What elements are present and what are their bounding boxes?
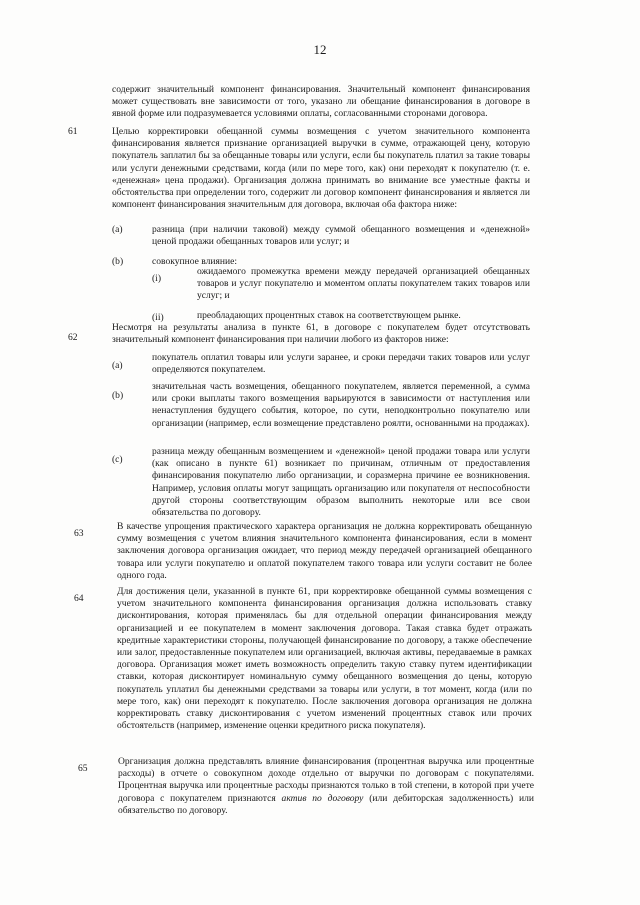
item-61-a: разница (при наличии таковой) между суммой обещанного возмещения и «денежной» ценой продажи обещанных товаров или услуг; и: [152, 224, 530, 248]
item-61-i: ожидаемого промежутка времени между передачей организацией обещанных товаров и услуг покупателю и моментом оплаты покупателем таких товаров или услуг; и: [197, 266, 530, 302]
item-62-a-marker: (a): [112, 360, 123, 371]
paragraph-61: Целью корректировки обещанной суммы возмещения с учетом значительного компонента финансирования является признание организацией выручки в сумме, отражающей цену, которую покупатель заплатил бы за обещанные товары или услуги, если бы покупатель платил за такие товары или услуги денежными средствами, когда (или по мере того, как) они переходят к покупателю (т. е. «денежная» цена продажи). Организация должна принимать во внимание все уместные факты и обстоятельства при определении того, содержит ли договор компонент финансирования и является ли компонент финансирования значительным для договора, включая оба фактора ниже:: [112, 126, 530, 211]
item-61-i-marker: (i): [152, 273, 162, 284]
paragraph-number-61: 61: [68, 126, 78, 137]
paragraph-64: Для достижения цели, указанной в пункте 61, при корректировке обещанной суммы возмещения с учетом значительного компонента финансирования организация должна использовать ставку дисконтирования, которая применялась бы для отдельной операции финансирования между организацией и ее покупателем в момент заключения договора. Такая ставка будет отражать кредитные характеристики стороны, получающей финансирование по договору, а также обеспечение или залог, предоставленные покупателем или организацией, включая активы, передаваемые в рамках договора. Организация может иметь возможность определить такую ставку путем идентификации ставки, которая дисконтирует номинальную сумму обещанного возмещения до цены, которую покупатель уплатил бы денежными средствами за товары или услуги, в тот момент, когда (или по мере того, как) они переходят к покупателю. После заключения договора организация не должна корректировать ставку дисконтирования с учетом изменений процентных ставок или прочих обстоятельств (например, изменение оценки кредитного риска покупателя).: [117, 586, 532, 732]
item-61-ii: преобладающих процентных ставок на соответствующем рынке.: [197, 310, 461, 321]
item-62-b-marker: (b): [112, 390, 124, 401]
paragraph-65: [118, 756, 534, 817]
page-number: 12: [313, 42, 327, 57]
item-61-b-marker: (b): [112, 256, 124, 267]
item-61-ii-marker: (ii): [152, 312, 164, 323]
paragraph-number-62: 62: [68, 332, 78, 343]
paragraph-63: В качестве упрощения практического характера организация не должна корректировать обещанную сумму возмещения с учетом влияния значительного компонента финансирования, если в момент заключения договора организация ожидает, что период между передачей организацией обещанного товара или услуги покупателю и оплатой покупателем такого товара или услуги составит не более одного года.: [117, 521, 532, 581]
item-62-c: разница между обещанным возмещением и «денежной» ценой продажи товара или услуги (как описано в пункте 61) возникает по причинам, отличным от предоставления финансирования покупателю либо организации, и соразмерна причине ее возникновения. Например, условия оплаты могут защищать организацию или покупателя от неспособности другой стороны соответствующим образом выполнить некоторые или все свои обязательства по договору.: [152, 446, 530, 519]
item-62-a: покупатель оплатил товары или услуги заранее, и сроки передачи таких товаров или услуг определяются покупателем.: [152, 352, 530, 376]
paragraph-65-text-start: Организация должна представлять влияние финансирования (процентная выручка или процентные расходы) в отчете о совокупном доходе отдельно от выручки по договорам с покупателями. Процентная выручка или процентные расходы признаются только в той степени, в которой при учете договора с покупателем признаются: [118, 756, 534, 804]
item-61-b: совокупное влияние:: [152, 256, 237, 267]
intro-paragraph: содержит значительный компонент финансирования. Значительный компонент финансирования может существовать вне зависимости от того, указано ли обещание финансирования в договоре в явной форме или подразумевается условиями оплаты, согласованными сторонами договора.: [112, 84, 530, 120]
paragraph-number-65: 65: [78, 763, 88, 774]
paragraph-62: Несмотря на результаты анализа в пункте 61, в договоре с покупателем будет отсутствовать значительный компонент финансирования при наличии любого из факторов ниже:: [112, 322, 530, 346]
paragraph-number-64: 64: [74, 593, 84, 604]
item-62-c-marker: (c): [112, 454, 123, 465]
paragraph-number-63: 63: [74, 528, 84, 539]
paragraph-65-text-end: (или дебиторская задолженность) или обязательство по договору.: [118, 792, 534, 816]
item-62-b: значительная часть возмещения, обещанного покупателем, является переменной, а сумма или сроки выплаты такого возмещения варьируются в зависимости от наступления или ненаступления будущего события, которое, по сути, неподконтрольно покупателю или организации (например, если возмещение представлено роялти, основанными на продажах).: [152, 381, 530, 429]
paragraph-65-italic-term: актив по договору: [281, 792, 364, 804]
item-61-a-marker: (a): [112, 224, 123, 235]
